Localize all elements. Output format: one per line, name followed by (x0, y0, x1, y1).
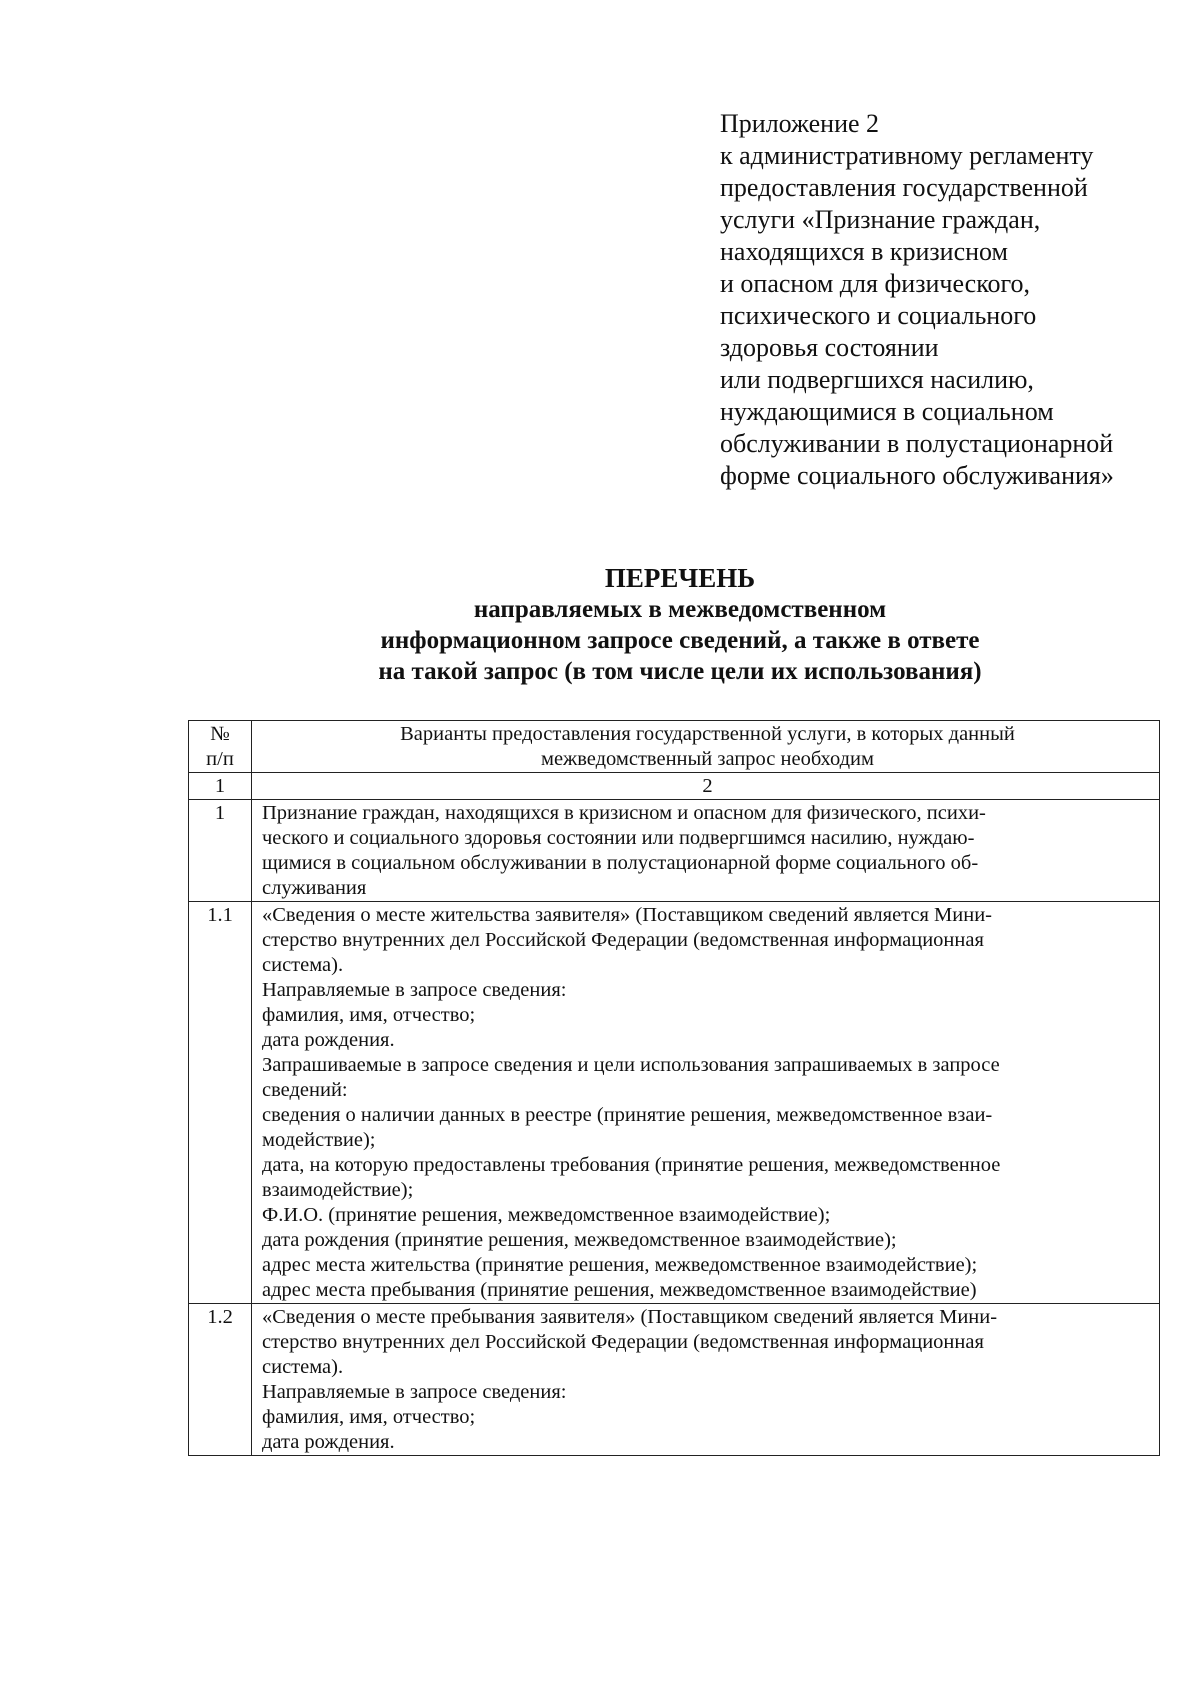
appendix-line: или подвергшихся насилию, (720, 365, 1034, 394)
row-line: дата рождения. (262, 1431, 395, 1453)
appendix-line: психического и социального (720, 301, 1037, 330)
table-row (189, 1304, 1160, 1456)
appendix-line: Приложение 2 (720, 109, 880, 138)
row-line: взаимодействие); (262, 1179, 414, 1201)
appendix-line: обслуживании в полустационарной (720, 429, 1114, 458)
row-description (252, 902, 1160, 1304)
title-subtitle-line: на такой запрос (в том числе цели их использования) (378, 658, 982, 685)
row-line: стерство внутренних дел Российской Федерации (ведомственная информационная (262, 929, 984, 951)
row-number: 1.2 (189, 1304, 252, 1456)
appendix-line: к административному регламенту (720, 141, 1094, 170)
appendix-line: находящихся в кризисном (720, 237, 1009, 266)
row-number: 1 (189, 800, 252, 902)
row-description (252, 1304, 1160, 1456)
document-title (180, 562, 1180, 687)
row-line: «Сведения о месте пребывания заявителя» (Поставщиком сведений является Мини- (262, 1306, 998, 1328)
row-line: Запрашиваемые в запросе сведения и цели использования запрашиваемых в запросе (262, 1054, 1000, 1076)
appendix-note (720, 108, 1180, 492)
row-line: Направляемые в запросе сведения: (262, 979, 567, 1001)
row-line: модействие); (262, 1129, 376, 1151)
appendix-line: услуги «Признание граждан, (720, 205, 1041, 234)
header-number-symbol: № (210, 723, 230, 745)
row-line: Направляемые в запросе сведения: (262, 1381, 567, 1403)
row-description (252, 800, 1160, 902)
header-description-cell (252, 721, 1160, 773)
appendix-line: здоровья состоянии (720, 333, 939, 362)
row-line: фамилия, имя, отчество; (262, 1406, 476, 1428)
row-line: фамилия, имя, отчество; (262, 1004, 476, 1026)
row-line: служивания (262, 877, 367, 899)
row-line: Признание граждан, находящихся в кризисном и опасном для физического, психи- (262, 802, 986, 824)
table-row (189, 800, 1160, 902)
title-subtitle-line: информационном запросе сведений, а также в ответе (380, 627, 980, 654)
appendix-line: нуждающимися в социальном (720, 397, 1054, 426)
header-number-cell (189, 721, 252, 773)
index-cell-1: 1 (189, 773, 252, 800)
table-header-row (189, 721, 1160, 773)
row-line: дата, на которую предоставлены требования (принятие решения, межведомственное (262, 1154, 1001, 1176)
index-cell-2: 2 (252, 773, 1160, 800)
row-line: адрес места жительства (принятие решения, межведомственное взаимодействие); (262, 1254, 978, 1276)
table-index-row (189, 773, 1160, 800)
row-line: ческого и социального здоровья состоянии или подвергшимся насилию, нуждаю- (262, 827, 975, 849)
row-line: система). (262, 1356, 344, 1378)
appendix-line: форме социального обслуживания» (720, 461, 1114, 490)
row-line: Ф.И.О. (принятие решения, межведомственное взаимодействие); (262, 1204, 831, 1226)
header-description-line: Варианты предоставления государственной услуги, в которых данный (400, 723, 1015, 745)
requests-table (188, 720, 1160, 1456)
row-line: сведения о наличии данных в реестре (принятие решения, межведомственное взаи- (262, 1104, 993, 1126)
row-number: 1.1 (189, 902, 252, 1304)
header-description-line: межведомственный запрос необходим (540, 748, 874, 770)
row-line: сведений: (262, 1079, 348, 1101)
appendix-line: предоставления государственной (720, 173, 1088, 202)
header-number-abbr: п/п (206, 748, 234, 770)
row-line: щимися в социальном обслуживании в полустационарной форме социального об- (262, 852, 979, 874)
row-line: дата рождения. (262, 1029, 395, 1051)
row-line: «Сведения о месте жительства заявителя» (Поставщиком сведений является Мини- (262, 904, 992, 926)
row-line: дата рождения (принятие решения, межведомственное взаимодействие); (262, 1229, 897, 1251)
row-line: система). (262, 954, 344, 976)
row-line: стерство внутренних дел Российской Федерации (ведомственная информационная (262, 1331, 984, 1353)
title-subtitle-line: направляемых в межведомственном (473, 596, 887, 623)
table-row (189, 902, 1160, 1304)
appendix-line: и опасном для физического, (720, 269, 1031, 298)
row-line: адрес места пребывания (принятие решения, межведомственное взаимодействие) (262, 1279, 977, 1301)
title-heading: ПЕРЕЧЕНЬ (604, 563, 756, 593)
